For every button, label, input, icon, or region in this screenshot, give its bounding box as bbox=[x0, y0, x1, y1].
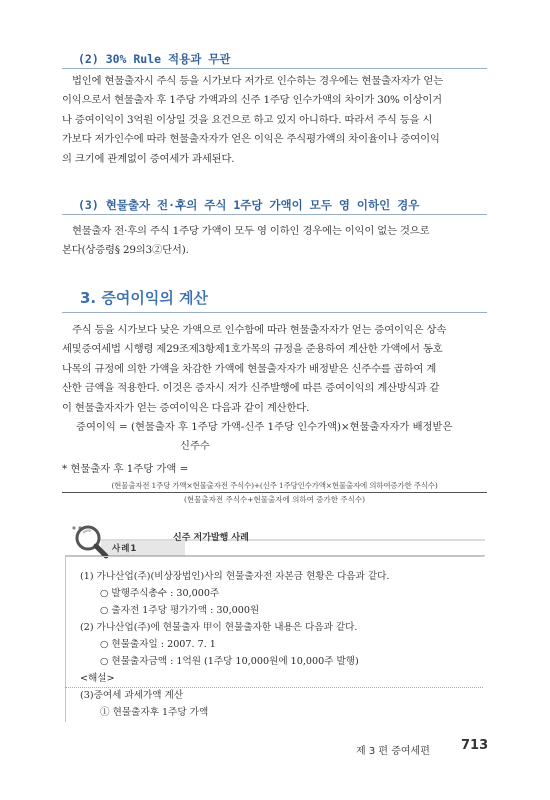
paragraph-gift-profit bbox=[62, 321, 487, 418]
text-line: 세및증여세법 시행령 제29조제3항제1호가목의 규정을 준용하여 계산한 가액에서 동호 bbox=[62, 343, 443, 356]
case-label: 사례1 bbox=[112, 544, 138, 554]
text-line: 이익으로서 현물출자 후 1주당 가액과의 신주 1주당 인수가액의 차이가 30% 이상이거 bbox=[62, 94, 442, 107]
case-title: 신주 저가발행 사례 bbox=[173, 533, 249, 543]
formula-note: * 현물출자 후 1주당 가액 = bbox=[62, 463, 189, 475]
case-item: ○ 출자전 1주당 평가가액 : 30,000원 bbox=[100, 605, 260, 616]
formula-line-continued: 신주수 bbox=[180, 440, 210, 452]
text-line: 주식 등을 시가보다 낮은 가액으로 인수함에 따라 현물출자자가 얻는 증여이익은 상속 bbox=[72, 324, 447, 336]
paragraph-30-percent-rule bbox=[62, 72, 487, 169]
text-line: 나 증여이익이 3억원 이상일 것을 요건으로 하고 있지 아니하다. 따라서 주식 등을 시 bbox=[62, 113, 433, 126]
text-line: 이 현물출자자가 얻는 증여이익은 다음과 같이 계산한다. bbox=[62, 401, 310, 414]
case-item: (1) 가나산업(주)(비상장법인)사의 현물출자전 자본금 현황은 다음과 같다. bbox=[80, 571, 390, 582]
text-line: 산한 금액을 적용한다. 이것은 증자시 저가 신주발행에 따른 증여이익의 계산방식과 같 bbox=[62, 382, 440, 395]
text-line: 현물출자 전·후의 주식 1주당 가액이 모두 영 이하인 경우에는 이익이 없는 것으로 bbox=[72, 225, 430, 237]
magnifier-icon bbox=[71, 521, 111, 561]
text-line: 의 크기에 관계없이 증여세가 과세된다. bbox=[62, 152, 235, 165]
page-number: 713 bbox=[461, 738, 489, 753]
case-item: ① 현물출자후 1주당 가액 bbox=[100, 707, 209, 718]
case-item: ○ 현물출자일 : 2007. 7. 1 bbox=[100, 639, 216, 650]
heading-zero-value-case: (3) 현물출자 전·후의 주식 1주당 가액이 모두 영 이하인 경우 bbox=[78, 198, 420, 212]
text-line: 가보다 저가인수에 따라 현물출자자가 얻은 이익은 주식평가액의 차이율이나 증여이익 bbox=[62, 133, 440, 146]
text-line: 나목의 규정에 의한 가액을 차감한 가액에 현물출자자가 배정받은 신주수를 곱하여 계 bbox=[62, 362, 437, 375]
fraction-numerator: (현물출자전 1주당 가액×현물출자전 주식수)+(신주 1주당인수가액×현물출자에 의하여증가한 주식수) bbox=[111, 481, 438, 490]
heading-underline bbox=[62, 214, 487, 215]
text-line: 법인에 현물출자시 주식 등을 시가보다 저가로 인수하는 경우에는 현물출자자가 얻는 bbox=[72, 75, 443, 87]
case-item: (3)증여세 과세가액 계산 bbox=[80, 690, 184, 701]
case-item: <해설> bbox=[80, 673, 115, 684]
heading-30-percent-rule: (2) 30% Rule 적용과 무관 bbox=[78, 52, 231, 66]
footer-chapter: 제 3 편 증여세편 bbox=[356, 746, 430, 757]
case-item: ○ 발행주식총수 : 30,000주 bbox=[100, 588, 220, 599]
paragraph-zero-value-case bbox=[62, 222, 487, 261]
case-item: (2) 가나산업(주)에 현물출자 甲이 현물출자한 내용은 다음과 같다. bbox=[80, 622, 358, 633]
fraction-denominator: (현물출자전 주식수+현물출자에 의하여 증가한 주식수) bbox=[183, 495, 366, 504]
text-line: 본다(상증령§ 29의3②단서). bbox=[62, 244, 189, 257]
case-item: ○ 현물출자금액 : 1억원 (1주당 10,000원에 10,000주 발행) bbox=[100, 656, 359, 667]
formula-line: 증여이익 = (현물출자 후 1주당 가액-신주 1주당 인수가액)×현물출자자가 배정받은 bbox=[76, 421, 453, 433]
section-title-gift-profit: 3. 증여이익의 계산 bbox=[80, 289, 209, 307]
fraction-bar bbox=[62, 492, 487, 493]
heading-underline bbox=[62, 68, 487, 69]
section-underline bbox=[62, 312, 487, 313]
